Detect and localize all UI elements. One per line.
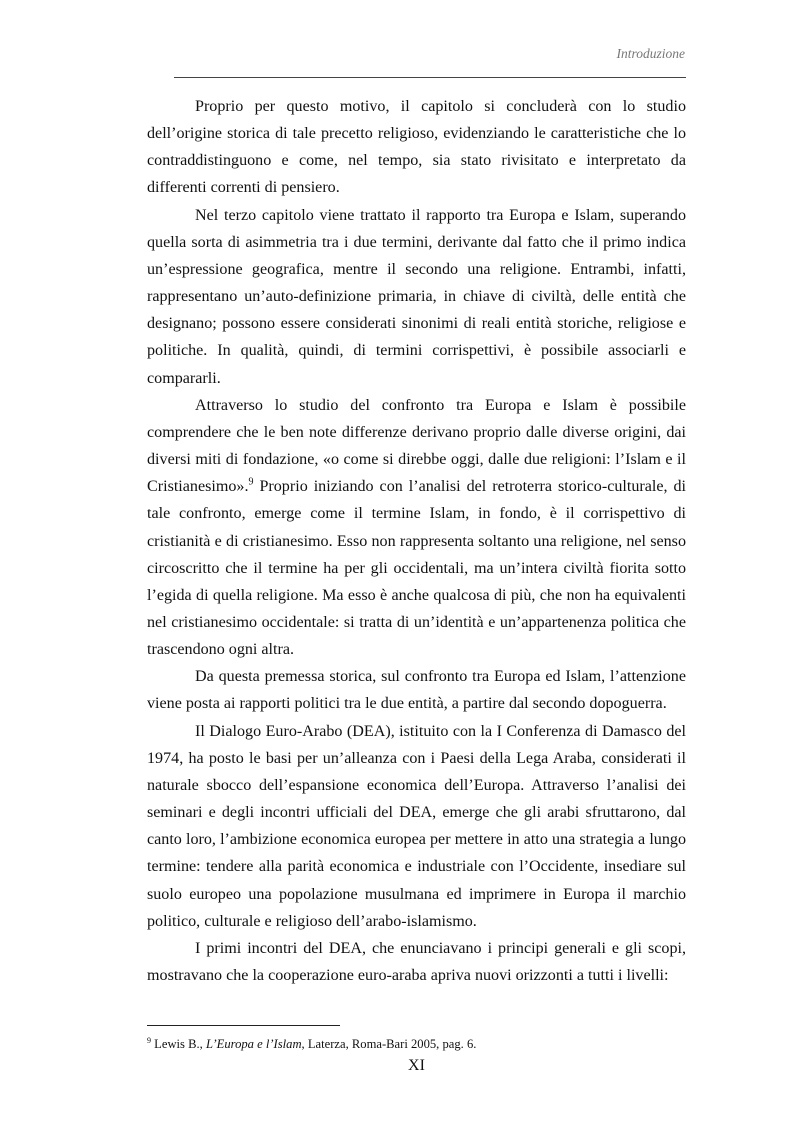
footnote-title: L’Europa e l’Islam xyxy=(205,1037,302,1051)
running-header: Introduzione xyxy=(616,46,685,61)
paragraph-text: Attraverso lo studio del confronto tra Europa e Islam è possibile comprendere che le ben note differenze derivano proprio dalle diverse origini, dai diversi miti di fondazione, «o come si direbbe oggi, dalle due religioni: l’Islam e il Cristianesimo». xyxy=(147,396,686,496)
footnote-rest: , Laterza, Roma-Bari 2005, pag. 6. xyxy=(301,1037,477,1051)
page-number: XI xyxy=(408,1057,425,1074)
paragraph-text: Proprio iniziando con l’analisi del retroterra storico-culturale, di tale confronto, emerge come il termine Islam, in fondo, è il corrispettivo di cristianità e di cristianesimo. Esso non rappresenta soltanto una religione, nel senso circoscritto che il termine ha per gli occidentali, ma un’intera civiltà fiorita sotto l’egida di quella religione. Ma esso è anche qualcosa di più, che non ha equivalenti nel cristianesimo occidentale: si tratta di un’identità e un’appartenenza politica che trascendono ogni altra. xyxy=(147,478,686,659)
footnote-rule xyxy=(147,1025,340,1026)
body-text xyxy=(147,93,686,989)
footnote-reference[interactable]: 9 xyxy=(248,476,254,488)
paragraph: Nel terzo capitolo viene trattato il rapporto tra Europa e Islam, superando quella sorta di asimmetria tra i due termini, derivante dal fatto che il primo indica un’espressione geografica, mentre il secondo una religione. Entrambi, infatti, rappresentano un’auto-definizione primaria, in chiave di civiltà, delle entità che designano; possono essere considerati sinonimi di reali entità storiche, religiose e politiche. In qualità, quindi, di termini corrispettivi, è possibile associarli e compararli. xyxy=(147,206,686,387)
footnote xyxy=(147,1036,687,1052)
paragraph: Da questa premessa storica, sul confronto tra Europa ed Islam, l’attenzione viene posta ai rapporti politici tra le due entità, a partire dal secondo dopoguerra. xyxy=(147,668,686,713)
header-rule xyxy=(174,77,686,78)
footnote-number: 9 xyxy=(147,1035,151,1045)
paragraph: I primi incontri del DEA, che enunciavano i principi generali e gli scopi, mostravano che la cooperazione euro-araba apriva nuovi orizzonti a tutti i livelli: xyxy=(147,939,686,984)
paragraph: Il Dialogo Euro-Arabo (DEA), istituito con la I Conferenza di Damasco del 1974, ha posto le basi per un’alleanza con i Paesi della Lega Araba, considerati il naturale sbocco dell’espansione economica dell’Europa. Attraverso l’analisi dei seminari e degli incontri ufficiali del DEA, emerge che gli arabi sfruttarono, dal canto loro, l’ambizione economica europea per mettere in atto una strategia a lungo termine: tendere alla parità economica e industriale con l’Occidente, insediare sul suolo europeo una popolazione musulmana ed imprimere in Europa il marchio politico, culturale e religioso dell’arabo-islamismo. xyxy=(147,722,686,930)
footnote-author: Lewis B., xyxy=(154,1037,206,1051)
paragraph: Proprio per questo motivo, il capitolo si concluderà con lo studio dell’origine storica di tale precetto religioso, evidenziando le caratteristiche che lo contraddistinguono e come, nel tempo, sia stato rivisitato e interpretato da differenti correnti di pensiero. xyxy=(147,98,686,197)
paragraph xyxy=(147,392,686,664)
